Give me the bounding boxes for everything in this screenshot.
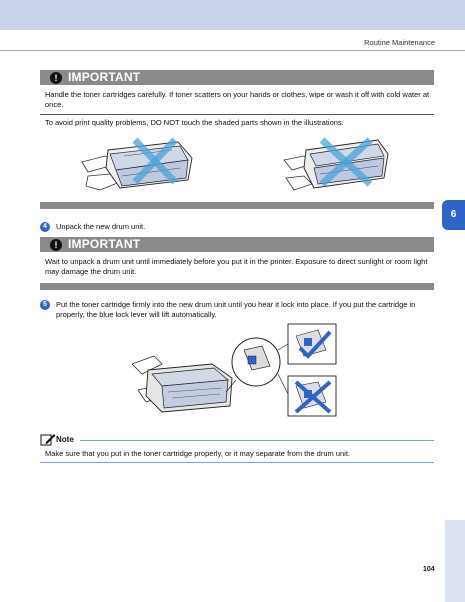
important-title: IMPORTANT xyxy=(68,70,141,84)
important-text-3: Wait to unpack a drum unit until immediately before you put it in the printer. Exposure to direct sunlight or room light may damage the drum unit. xyxy=(45,257,428,276)
toner-handling-illustration-left xyxy=(80,132,198,200)
important-text-2: To avoid print quality problems, DO NOT touch the shaded parts shown in the illustrations. xyxy=(45,118,344,127)
important-text-1: Handle the toner cartridges carefully. If toner scatters on your hands or clothes, wipe or wash it off with cold water at once. xyxy=(45,90,430,109)
step-5-text: Put the toner cartridge firmly into the new drum unit until you hear it lock into place. If you put the cartridge in properly, the blue lock lever will lift automatically. xyxy=(56,300,416,319)
chapter-tab[interactable]: 6 xyxy=(442,200,465,230)
toner-handling-illustration-right xyxy=(282,134,390,196)
step-4-number: 4 xyxy=(40,222,50,232)
important-heading-bar-2 xyxy=(40,237,434,252)
important-title-2: IMPORTANT xyxy=(68,237,141,251)
exclamation-icon: ! xyxy=(50,72,62,84)
step-5-number: 5 xyxy=(40,300,50,310)
drum-unit-illustration xyxy=(132,320,352,420)
note-rule xyxy=(80,440,434,441)
top-band xyxy=(0,0,465,30)
divider xyxy=(40,114,434,115)
note-pencil-icon xyxy=(40,432,56,446)
side-strip xyxy=(445,520,465,602)
section-title: Routine Maintenance xyxy=(364,38,435,47)
step-4-text: Unpack the new drum unit. xyxy=(56,222,146,231)
important-heading-bar xyxy=(40,70,434,85)
note-text: Make sure that you put in the toner cartridge properly, or it may separate from the drum unit. xyxy=(45,449,351,458)
exclamation-icon: ! xyxy=(50,239,62,251)
important-end-bar xyxy=(40,202,434,209)
note-bottom-rule xyxy=(40,462,434,463)
important-end-bar-2 xyxy=(40,283,434,290)
page-number: 104 xyxy=(423,566,435,573)
header-rule xyxy=(0,50,465,51)
note-label: Note xyxy=(56,435,74,444)
